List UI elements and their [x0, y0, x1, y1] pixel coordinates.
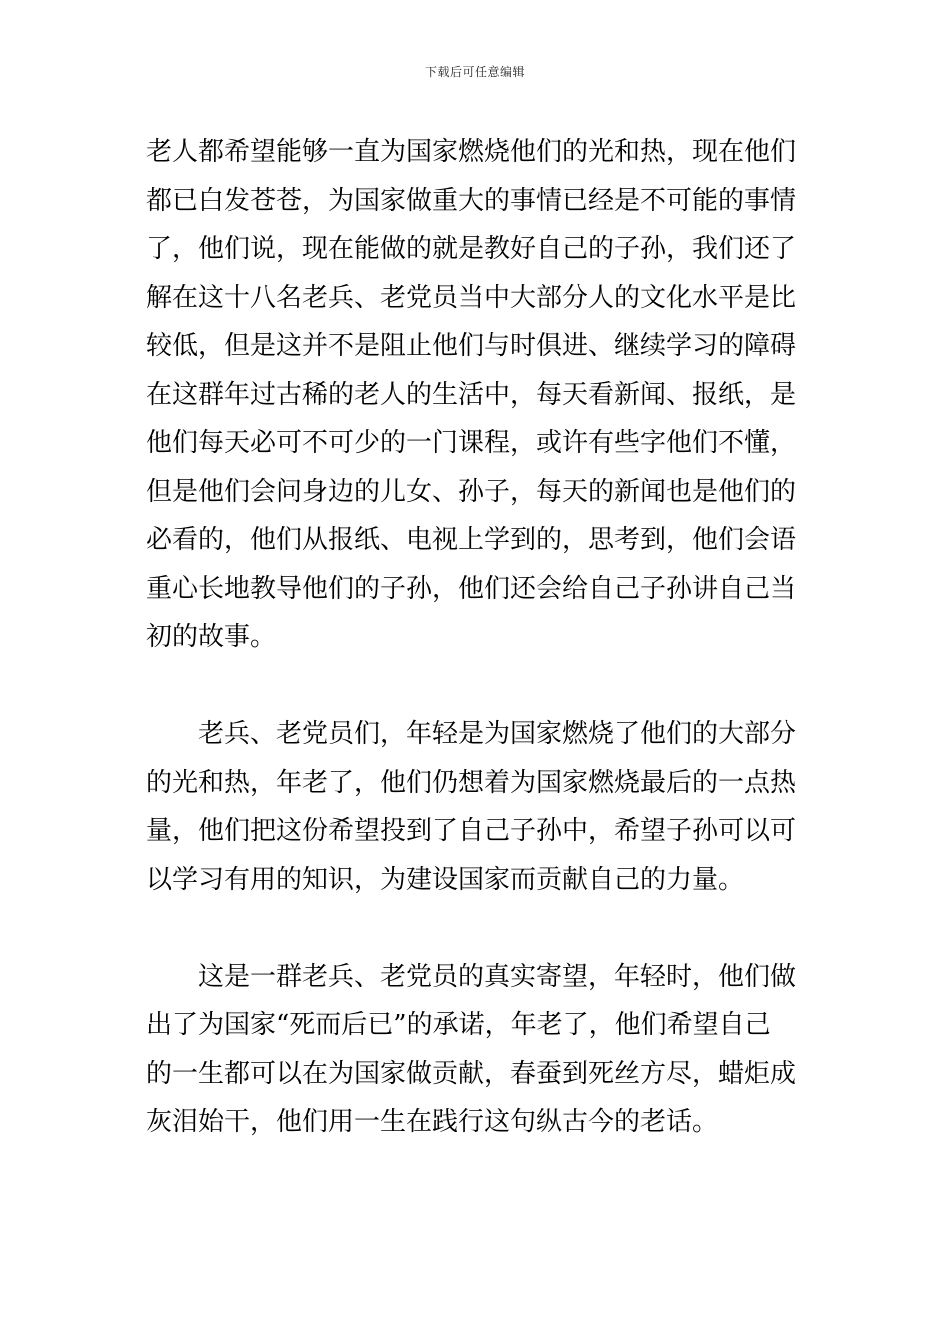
- paragraph-line: 老人都希望能够一直为国家燃烧他们的光和热，现在他们: [146, 137, 797, 167]
- paragraph-line: 了，他们说，现在能做的就是教好自己的子孙，我们还了: [146, 234, 797, 264]
- paragraph-1: [146, 128, 812, 662]
- paragraph-line: 都已白发苍苍，为国家做重大的事情已经是不可能的事情: [146, 185, 797, 216]
- paragraph-line: 以学习有用的知识，为建设国家而贡献自己的力量。: [146, 864, 745, 895]
- paragraph-line: 初的故事。: [146, 622, 277, 652]
- paragraph-line: 在这群年过古稀的老人的生活中，每天看新闻、报纸，是: [146, 379, 797, 410]
- paragraph-line: 但是他们会问身边的儿女、孙子，每天的新闻也是他们的: [146, 476, 797, 507]
- paragraph-gap: [146, 904, 812, 953]
- paragraph-line: 出了为国家“死而后已”的承诺，年老了，他们希望自己: [146, 1010, 771, 1040]
- paragraph-line: 量，他们把这份希望投到了自己子孙中，希望子孙可以可: [146, 816, 797, 846]
- paragraph-line: 老兵、老党员们，年轻是为国家燃烧了他们的大部分: [198, 719, 797, 749]
- paragraph-line: 灰泪始干，他们用一生在践行这句纵古今的老话。: [146, 1107, 719, 1137]
- paragraph-line: 的光和热，年老了，他们仍想着为国家燃烧最后的一点热: [146, 767, 797, 798]
- document-body: [146, 128, 812, 1147]
- page-header: 下载后可任意编辑: [424, 65, 525, 79]
- paragraph-line: 这是一群老兵、老党员的真实寄望，年轻时，他们做: [198, 961, 797, 992]
- paragraph-line: 较低，但是这并不是阻止他们与时俱进、继续学习的障碍: [146, 331, 797, 361]
- paragraph-line: 重心长地教导他们的子孙，他们还会给自己子孙讲自己当: [146, 573, 797, 604]
- paragraph-line: 他们每天必可不可少的一门课程，或许有些字他们不懂，: [146, 428, 797, 458]
- paragraph-line: 解在这十八名老兵、老党员当中大部分人的文化水平是比: [146, 282, 797, 313]
- paragraph-line: 必看的，他们从报纸、电视上学到的，思考到，他们会语: [146, 525, 797, 555]
- paragraph-3: [146, 953, 812, 1147]
- paragraph-gap: [146, 662, 812, 711]
- paragraph-line: 的一生都可以在为国家做贡献，春蚕到死丝方尽，蜡炬成: [146, 1058, 797, 1089]
- paragraph-2: [146, 710, 812, 904]
